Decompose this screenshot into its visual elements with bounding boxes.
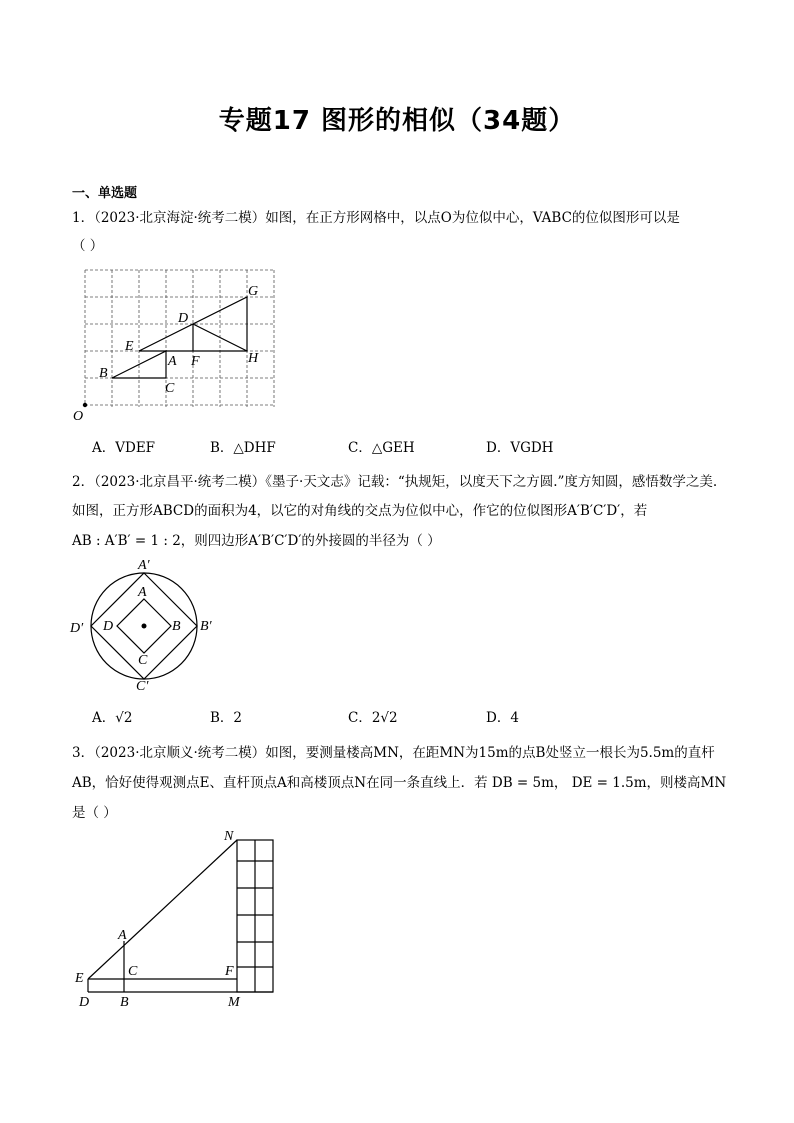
section-heading: 一、单选题 — [72, 186, 138, 201]
q2-option-d[interactable]: D．4 — [486, 710, 519, 726]
q1-label-6: B — [99, 366, 108, 381]
q2-label-1: A — [138, 585, 147, 600]
q1-option-d[interactable]: D．VGDH — [486, 440, 554, 456]
q3-label-3: C — [128, 964, 138, 979]
q2-text-line2: 如图，正方形ABCD的面积为4，以它的对角线的交点为位似中心，作它的位似图形A′B′C′D′，若 — [72, 503, 648, 519]
q2-text-line3: AB : A′B′ = 1 : 2，则四边形A′B′C′D′的外接圆的半径为（ ） — [72, 533, 441, 549]
q2-option-c[interactable]: C．2√2 — [348, 710, 398, 726]
q2-label-0: A′ — [138, 558, 150, 573]
q1-label-3: A — [168, 354, 177, 369]
q3-figure — [70, 826, 290, 1016]
q2-label-6: C — [138, 653, 148, 668]
q3-label-4: F — [225, 964, 234, 979]
q1-label-4: F — [191, 354, 200, 369]
q2-option-a[interactable]: A．√2 — [92, 710, 133, 726]
q1-option-b[interactable]: B．△DHF — [210, 440, 276, 456]
q3-text-line2: AB，恰好使得观测点E、直杆顶点A和高楼顶点N在同一条直线上．若 DB = 5m， DE = 1.5m，则楼高MN — [72, 775, 727, 791]
q3-label-6: B — [120, 995, 129, 1010]
q1-label-1: D — [178, 311, 189, 326]
q1-option-c[interactable]: C．△GEH — [348, 440, 415, 456]
q2-label-4: B — [172, 619, 181, 634]
q1-label-7: C — [165, 381, 175, 396]
q3-label-5: D — [79, 995, 90, 1010]
q2-text-line1: 2．（2023·北京昌平·统考二模）《墨子·天文志》记载：“执规矩，以度天下之方圆.”度方知圆，感悟数学之美. — [72, 474, 718, 490]
q1-text-line1: 1．（2023·北京海淀·统考二模）如图，在正方形网格中，以点O为位似中心，VABC的位似图形可以是 — [72, 210, 680, 226]
q2-label-7: C′ — [136, 679, 149, 694]
q3-label-0: N — [224, 829, 234, 844]
q3-label-1: A — [118, 928, 127, 943]
q1-option-a[interactable]: A．VDEF — [92, 440, 156, 456]
q1-label-5: H — [248, 351, 259, 366]
q2-label-3: D — [103, 619, 114, 634]
q3-label-2: E — [75, 971, 84, 986]
q1-label-8: O — [73, 409, 84, 422]
q1-figure — [70, 262, 290, 422]
q3-text-line1: 3．（2023·北京顺义·统考二模）如图，要测量楼高MN，在距MN为15m的点B处竖立一根长为5.5m的直杆 — [72, 745, 715, 761]
q1-label-0: G — [248, 284, 259, 299]
q3-label-7: M — [228, 995, 240, 1010]
q1-text-line2: （ ） — [72, 238, 104, 254]
q2-figure — [66, 556, 226, 696]
q1-label-2: E — [125, 339, 134, 354]
q2-option-b[interactable]: B．2 — [210, 710, 243, 726]
q2-label-2: D′ — [70, 621, 84, 636]
page-title: 专题17 图形的相似（34题） — [218, 106, 576, 136]
q3-text-line3: 是（ ） — [72, 805, 117, 821]
q2-label-5: B′ — [200, 619, 212, 634]
